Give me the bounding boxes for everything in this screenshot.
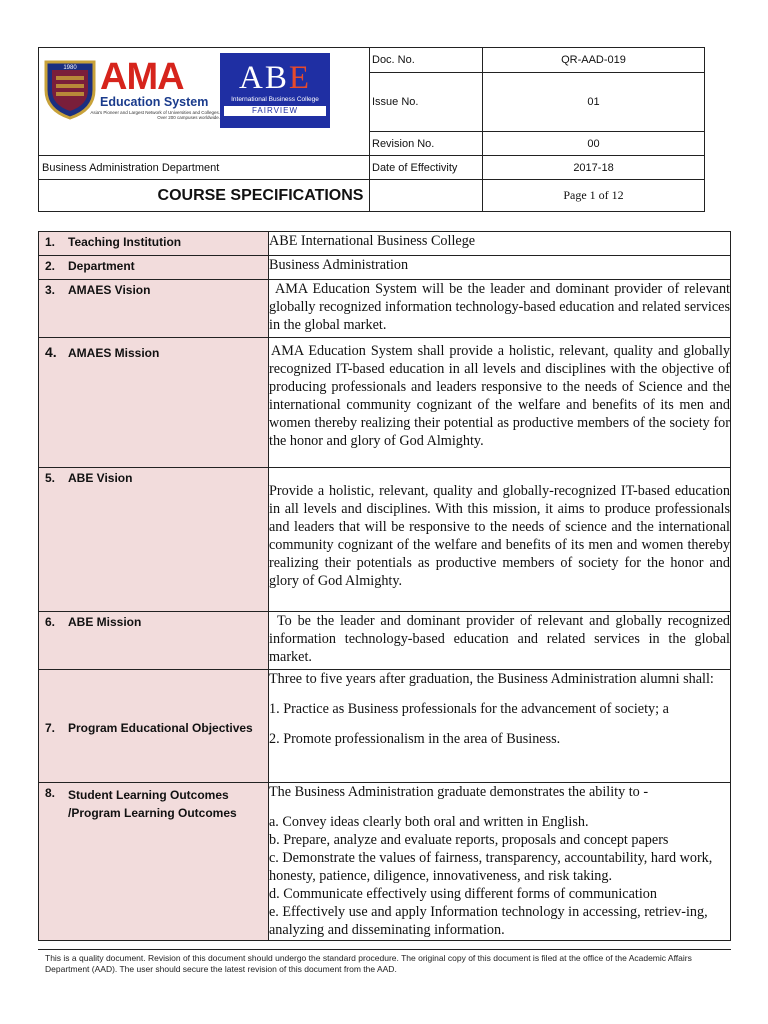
row-value: Business Administration (269, 256, 731, 280)
table-row (39, 468, 731, 612)
abe-name: International Business College (231, 96, 319, 103)
department-name: Business Administration Department (42, 161, 220, 174)
list-item: c. Demonstrate the values of fairness, transparency, accountability, hard work, honesty, patience, diligence, innovativeness, and risk taking. (269, 850, 713, 884)
abe-branch: FAIRVIEW (224, 106, 326, 116)
issue-no-label: Issue No. (372, 96, 419, 108)
ama-subtitle: Education System (100, 95, 209, 109)
table-row (39, 232, 731, 256)
doc-no-label: Doc. No. (372, 54, 415, 66)
row-label-cell: 4. AMAES Mission (39, 338, 269, 468)
row-value: ABE International Business College (269, 232, 731, 256)
table-row (39, 670, 731, 783)
row-label: AMAES Mission (68, 346, 160, 360)
ama-logo (42, 54, 220, 122)
row-value: AMA Education System will be the leader and dominant provider of relevant globally recognized information technology-based education and related services in the global market. (269, 280, 731, 338)
table-row (39, 783, 731, 941)
row-label-cell: 5. ABE Vision (39, 468, 269, 612)
row-value-cell (269, 670, 731, 783)
revision-no-label: Revision No. (372, 137, 435, 150)
doc-no-value: QR-AAD-019 (561, 54, 626, 66)
row-label-cell: 6. ABE Mission (39, 612, 269, 670)
ama-brand: AMA (100, 56, 184, 98)
row-label: Student Learning Outcomes /Program Learning Outcomes (68, 788, 237, 820)
ama-shield-text: 1980 (63, 65, 77, 71)
row-value: AMA Education System shall provide a holistic, relevant, quality and globally recognized IT-based education in all levels and disciplines with the objective of producing professionals and leaders responsive to the needs of Science and the international community cognizant of the welfare and benefits of its men and women thereby realizing their potential as productive members of the society for the honor and glory of God Almighty. (269, 338, 731, 468)
issue-no-value: 01 (587, 96, 600, 108)
date-of-effectivity-label: Date of Effectivity (372, 161, 458, 174)
list-item: 2. Promote professionalism in the area of Business. (269, 731, 561, 747)
row-label: AMAES Vision (68, 283, 151, 297)
list-item: d. Communicate effectively using different forms of communication (269, 886, 657, 902)
row-label-cell: 3. AMAES Vision (39, 280, 269, 338)
table-row (39, 612, 731, 670)
outcomes-intro: The Business Administration graduate demonstrates the ability to - (269, 784, 649, 800)
row-label-cell: 1. Teaching Institution (39, 232, 269, 256)
footer-divider (38, 949, 731, 950)
row-label-cell: 7. Program Educational Objectives (39, 670, 269, 783)
row-label: Teaching Institution (68, 235, 182, 249)
list-item: e. Effectively use and apply Information technology in accessing, retriev-ing, analyzing and disseminating information. (269, 904, 708, 938)
table-row (39, 338, 731, 468)
spec-table (38, 231, 731, 941)
page-number: Page 1 of 12 (563, 188, 624, 202)
revision-no-value: 00 (587, 137, 600, 150)
table-row (39, 280, 731, 338)
document-title: COURSE SPECIFICATIONS (157, 186, 364, 204)
document-header (38, 47, 705, 212)
abe-logo (220, 53, 330, 128)
row-label: Program Educational Objectives (68, 720, 253, 735)
ama-tagline: Asia's Pioneer and Largest Network of Universities and Colleges. Over 200 campuses worldwide. (90, 110, 220, 120)
row-value: Provide a holistic, relevant, quality and globally-recognized IT-based education in all levels and disciplines. With this mission, it aims to produce professionals and leaders that will be responsive to the needs of science and the international community cognizant of the welfare and benefits of its men and women thereby realizing their potentials as productive members of society for the honor and glory of God Almighty. (269, 468, 731, 612)
list-item: b. Prepare, analyze and evaluate reports, proposals and concept papers (269, 832, 669, 848)
objectives-intro: Three to five years after graduation, the Business Administration alumni shall: (269, 671, 714, 687)
row-value: To be the leader and dominant provider of relevant and globally recognized information technology-based education and related services in the global market. (269, 612, 731, 670)
row-label-cell: 2. Department (39, 256, 269, 280)
footer-note: This is a quality document. Revision of this document should undergo the standard procedure. The original copy of this document is filed at the office of the Academic Affairs Department (AAD). The user should secure the latest revision of this document from the AAD. (45, 953, 692, 974)
row-label: ABE Vision (68, 471, 133, 485)
row-label: ABE Mission (68, 615, 142, 629)
list-item: a. Convey ideas clearly both oral and written in English. (269, 814, 589, 830)
row-label: Department (68, 259, 135, 273)
date-of-effectivity-value: 2017-18 (573, 161, 614, 174)
row-value-cell (269, 783, 731, 941)
table-row (39, 256, 731, 280)
list-item: 1. Practice as Business professionals for the advancement of society; a (269, 701, 669, 717)
row-label-cell: 8. Student Learning Outcomes /Program Learning Outcomes (39, 783, 269, 941)
abe-letters: ABE (238, 60, 311, 96)
